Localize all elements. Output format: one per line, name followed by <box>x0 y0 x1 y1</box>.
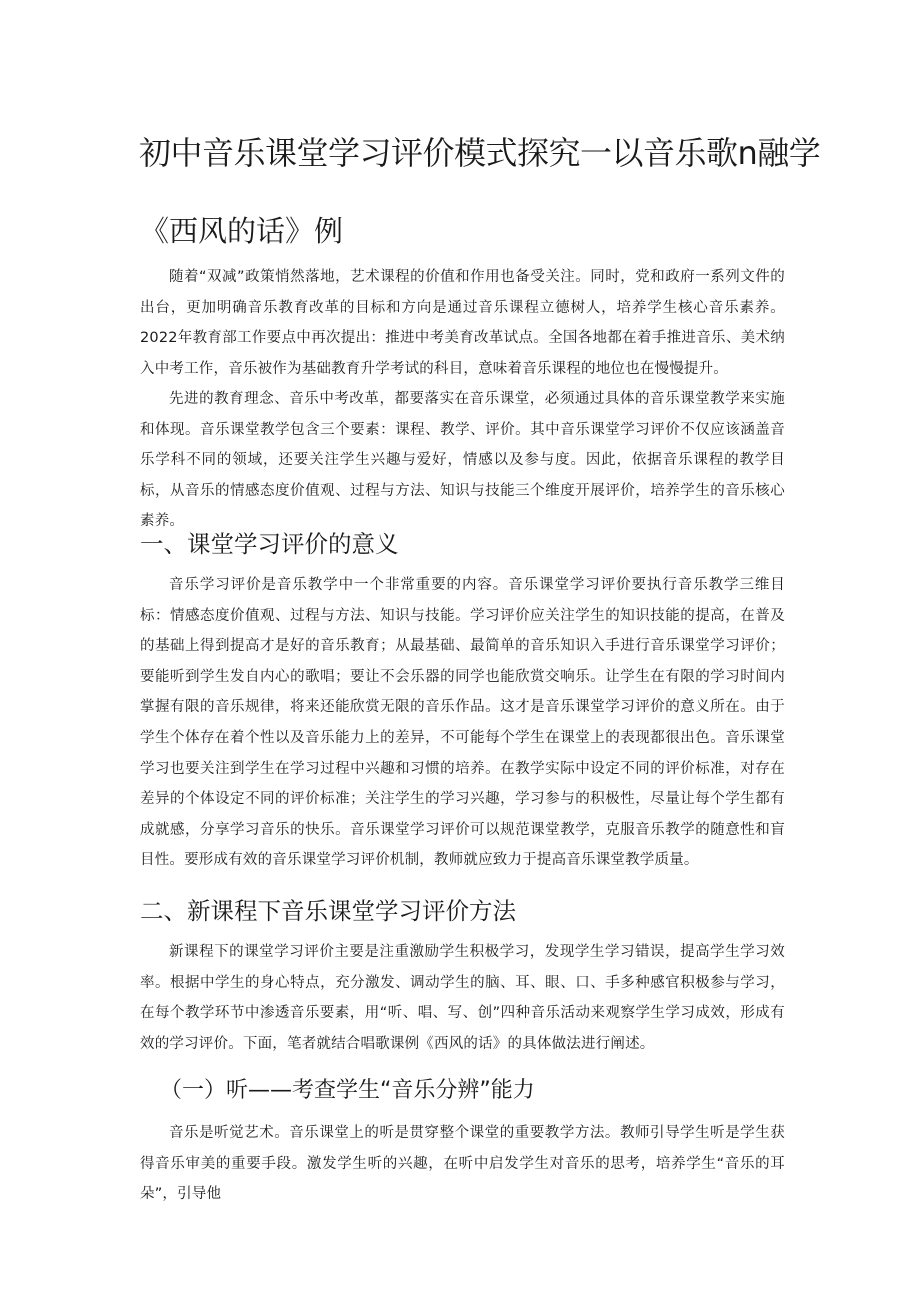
section-2-heading: 二、新课程下音乐课堂学习评价方法 <box>140 897 516 925</box>
subsection-1-heading: （一）听——考查学生“音乐分辨”能力 <box>160 1078 535 1103</box>
intro-paragraph-1: 随着“双减”政策悄然落地，艺术课程的价值和作用也备受关注。同时，党和政府一系列文件的出台，更加明确音乐教育改革的目标和方向是通过音乐课程立德树人，培养学生核心音乐素养。2022年教育部工作要点中再次提出：推进中考美育改革试点。全国各地都在着手推进音乐、美术纳入中考工作，音乐被作为基础教育升学考试的科目，意味着音乐课程的地位也在慢慢提升。 <box>140 269 785 377</box>
intro-paragraph-2: 先进的教育理念、音乐中考改革，都要落实在音乐课堂，必须通过具体的音乐课堂教学来实施和体现。音乐课堂教学包含三个要素：课程、教学、评价。其中音乐课堂学习评价不仅应该涵盖音乐学科不同的领域，还要关注学生兴趣与爱好，情感以及参与度。因此，依据音乐课程的教学目标，从音乐的情感态度价值观、过程与方法、知识与技能三个维度开展评价，培养学生的音乐核心素养。 <box>140 391 785 530</box>
section-2-paragraph: 新课程下的课堂学习评价主要是注重激励学生积极学习，发现学生学习错误，提高学生学习效率。根据中学生的身心特点，充分激发、调动学生的脑、耳、眼、口、手多种感官积极参与学习，在每个教学环节中渗透音乐要素，用“听、唱、写、创”四种音乐活动来观察学生学习成效，形成有效的学习评价。下面，笔者就结合唱歌课例《西风的话》的具体做法进行阐述。 <box>140 944 785 1052</box>
document-title: 初中音乐课堂学习评价模式探究一以音乐歌​n融学 <box>139 134 821 172</box>
section-1-paragraph: 音乐学习评价是音乐教学中一个非常重要的内容。音乐课堂学习评价要执行音乐教学三维目标：情感态度价值观、过程与方法、知识与技能。学习评价应关注学生的知识技能的提高，在普及的基础上得到提高才是好的音乐教育；从最基础、最简单的音乐知识入手进行音乐课堂学习评价；要能听到学生发自内心的歌唱；要让不会乐器的同学也能欣赏交响乐。让学生在有限的学习时间内掌握有限的音乐规律，将来还能欣赏无限的音乐作品。这才是音乐课堂学习评价的意义所在。由于学生个体存在着个性以及音乐能力上的差异，不可能每个学生在课堂上的表现都很出色。音乐课堂学习也要关注到学生在学习过程中兴趣和习惯的培养。在教学实际中设定不同的评价标准，对存在差异的个体设定不同的评价标准；关注学生的学习兴趣，学习参与的积极性，尽量让每个学生都有成就感，分享学习音乐的快乐。音乐课堂学习评价可以规范课堂教学，克服音乐教学的随意性和盲目性。要形成有效的音乐课堂学习评价机制，教师就应致力于提高音乐课堂教学质量。 <box>140 577 785 869</box>
subsection-1-paragraph: 音乐是听觉艺术。音乐课堂上的听是贯穿整个课堂的重要教学方法。教师引导学生听是学生获得音乐审美的重要手段。激发学生听的兴趣，在听中启发学生对音乐的思考，培养学生“音乐的耳朵”，引导他 <box>140 1125 785 1203</box>
document-subtitle: 《西风的话》例 <box>140 214 344 248</box>
section-1-heading: 一、课堂学习评价的意义 <box>140 530 399 558</box>
